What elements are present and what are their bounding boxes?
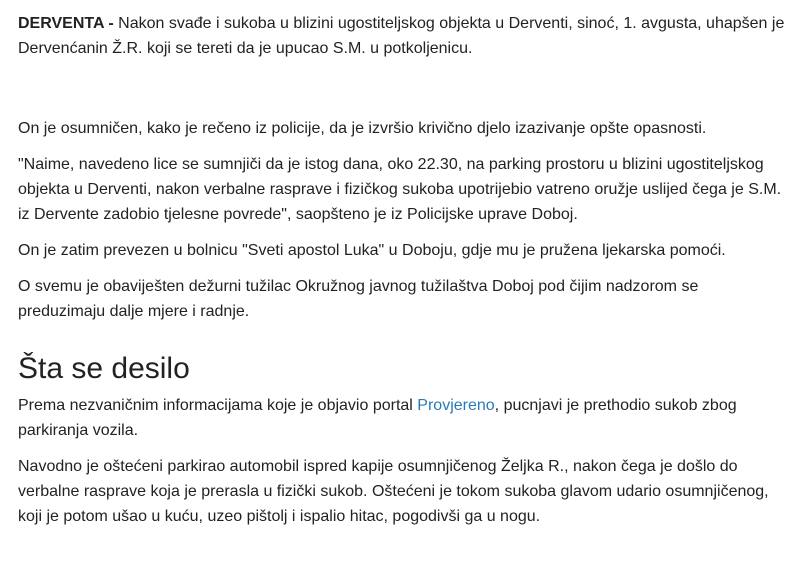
lead-paragraph — [18, 11, 786, 61]
section-paragraph-2: Navodno je oštećeni parkirao automobil ispred kapije osumnjičenog Željka R., nakon čega je došlo do verbalne rasprave koja je prerasla u fizički sukob. Oštećeni je tokom sukoba glavom udario osumnjičenog, koji je potom ušao u kuću, uzeo pištolj i ispalio hitac, pogodivši ga u nogu. — [18, 458, 769, 525]
dateline: DERVENTA - — [18, 15, 114, 32]
section-paragraph-1-text-after: , pucnjavi je prethodio sukob zbog parkiranja vozila. — [18, 397, 737, 439]
section-heading: Šta se desilo — [18, 352, 190, 385]
section-paragraph-1 — [18, 393, 786, 443]
section-paragraph-1-text-before: Prema nezvaničnim informacijama koje je objavio portal — [18, 397, 418, 414]
source-link[interactable]: Provjereno — [417, 397, 495, 414]
lead-text: Nakon svađe i sukoba u blizini ugostiteljskog objekta u Derventi, sinoć, 1. avgusta, uhapšen je Dervenćanin Ž.R. koji se tereti da je upucao S.M. u potkoljenicu. — [18, 15, 785, 57]
paragraph-2: "Naime, navedeno lice se sumnjiči da je istog dana, oko 22.30, na parking prostoru u blizini ugostiteljskog objekta u Derventi, nakon verbalne rasprave i fizičkog sukoba upotrijebio vatreno oružje uslijed čega je S.M. iz Dervente zadobio tjelesne povrede", saopšteno je iz Policijske uprave Doboj. — [18, 156, 782, 223]
paragraph-3: On je zatim prevezen u bolnicu "Sveti apostol Luka" u Doboju, gdje mu je pružena ljekarska pomoći. — [18, 242, 726, 259]
paragraph-1: On je osumničen, kako je rečeno iz policije, da je izvršio krivično djelo izazivanje opšte opasnosti. — [18, 120, 707, 137]
paragraph-4: O svemu je obaviješten dežurni tužilac Okružnog javnog tužilaštva Doboj pod čijim nadzorom se preduzimaju dalje mjere i radnje. — [18, 278, 699, 320]
